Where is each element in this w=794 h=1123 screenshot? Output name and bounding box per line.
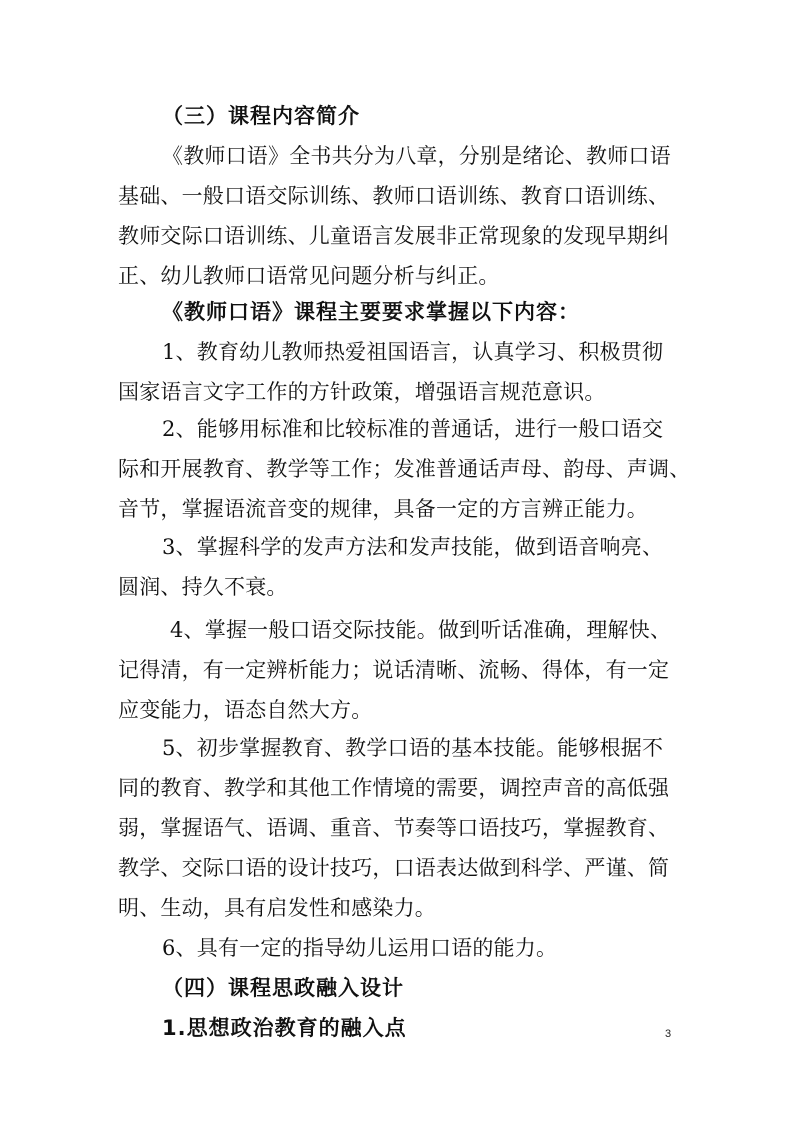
section-heading-course-content: （三）课程内容简介 bbox=[162, 104, 360, 128]
requirement-line: 教学、交际口语的设计技巧，口语表达做到科学、严谨、简 bbox=[118, 856, 670, 880]
requirement-line: 弱，掌握语气、语调、重音、节奏等口语技巧，掌握教育、 bbox=[118, 816, 670, 840]
requirement-line: 同的教育、教学和其他工作情境的需要，调控声音的高低强 bbox=[118, 776, 670, 800]
requirement-line: 明、生动，具有启发性和感染力。 bbox=[118, 896, 436, 920]
requirement-line: 4、掌握一般口语交际技能。做到听话准确，理解快、 bbox=[170, 618, 672, 642]
requirement-line: 1、教育幼儿教师热爱祖国语言，认真学习、积极贯彻 bbox=[162, 340, 664, 364]
requirement-line: 6、具有一定的指导幼儿运用口语的能力。 bbox=[162, 936, 558, 960]
requirement-line: 2、能够用标准和比较标准的普通话，进行一般口语交 bbox=[162, 417, 664, 441]
requirement-line: 际和开展教育、教学等工作；发准普通话声母、韵母、声调、 bbox=[118, 457, 691, 481]
subsection-heading-integration-points: 1.思想政治教育的融入点 bbox=[162, 1016, 407, 1040]
requirement-line: 应变能力，语态自然大方。 bbox=[118, 698, 373, 722]
paragraph-line: 《教师口语》全书共分为八章，分别是绪论、教师口语 bbox=[162, 144, 671, 168]
requirement-line: 国家语言文字工作的方针政策，增强语言规范意识。 bbox=[118, 380, 606, 404]
requirement-line: 记得清，有一定辨析能力；说话清晰、流畅、得体，有一定 bbox=[118, 658, 670, 682]
requirement-line: 3、掌握科学的发声方法和发声技能，做到语音响亮、 bbox=[162, 535, 664, 559]
paragraph-line: 正、幼儿教师口语常见问题分析与纠正。 bbox=[118, 264, 500, 288]
requirement-line: 音节，掌握语流音变的规律，具备一定的方言辨正能力。 bbox=[118, 497, 648, 521]
requirement-line: 5、初步掌握教育、教学口语的基本技能。能够根据不 bbox=[162, 736, 664, 760]
requirements-heading: 《教师口语》课程主要要求掌握以下内容： bbox=[162, 300, 580, 324]
section-heading-ideological-design: （四）课程思政融入设计 bbox=[162, 976, 404, 1000]
paragraph-line: 教师交际口语训练、儿童语言发展非正常现象的发现早期纠 bbox=[118, 224, 670, 248]
requirement-line: 圆润、持久不衰。 bbox=[118, 575, 288, 599]
paragraph-line: 基础、一般口语交际训练、教师口语训练、教育口语训练、 bbox=[118, 184, 670, 208]
page-number: 3 bbox=[665, 1028, 672, 1040]
